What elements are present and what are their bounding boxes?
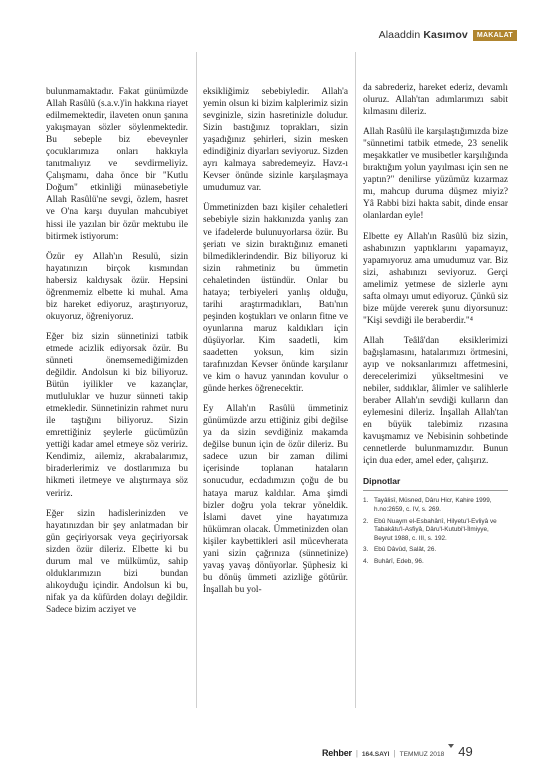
issue-date: TEMMUZ 2018: [399, 751, 445, 758]
author-first-name: Alaaddin: [378, 29, 421, 41]
paragraph: Elbette ey Allah'ın Rasûlü biz sizin, ashabınızın yaptıklarını yapamayız, yapamıyoruz ama umudumuz var. Biz sizi, ashabınızı seviyoruz. Gerçi amelimiz yetmese de sizlerle aynı safta olmayı umut ediyoruz. Çünkü siz bize müjde vererek şunu diyorsunuz: "Kişi sevdiği ile beraberdir."⁴: [363, 231, 508, 326]
paragraph: Özür ey Allah'ın Resulü, sizin hayatınızın birçok kısmından habersiz kaldıysak özür. Hepsini öğrenmemiz elbette ki muhal. Ama biz hareket ediyoruz, araştırıyoruz, okuyoruz, öğreniyoruz.: [46, 251, 188, 322]
text-column-3: [363, 82, 508, 570]
paragraph: da sabrederiz, hareket ederiz, devamlı oluruz. Allah'tan adımlarımızı sabit kılmasını dileriz.: [363, 83, 508, 118]
text-column-2: [203, 86, 348, 604]
footnote-number: 4.: [363, 558, 369, 566]
author-name: [379, 29, 468, 41]
paragraph: Allah Teâlâ'dan eksiklerimizi bağışlamasını, hatalarımızı örtmesini, ayıp ve noksanlarımızı affetmesini, derecelerimizi yükseltmesini ve nebiler, sıddıklar, âlimler ve salihlerle beraber Allah'ın sevdiği kulların dan eylemesini dileriz. İnşallah Allah'tan en büyük talebimiz rızasına kavuşmamız ve Nebisinin sohbetinde cennetlerde bulunmamızdır. Bunun için dua eder, amel eder, çalışırız.: [363, 335, 508, 467]
footnote: [363, 558, 508, 567]
text-column-1: [46, 86, 188, 624]
footnotes-divider: [363, 490, 508, 491]
footer-separator: |: [393, 749, 396, 758]
column-divider: [355, 52, 356, 708]
triangle-marker-icon: [448, 744, 454, 748]
footnote-text: Ebû Nuaym el-Esbahânî, Hilyetu'l-Evliyâ ve Tabakâtu'l-Asfiyâ, Dâru'l-Kutubi'l-İlmiyye, Beyrut 1988, c. III, s. 192.: [374, 517, 497, 542]
page-footer: [322, 744, 473, 758]
section-badge: MAKALAT: [473, 30, 517, 41]
footnote-text: Buhârî, Edeb, 96.: [374, 558, 424, 566]
paragraph: Allah Rasûlü ile karşılaştığımızda bize "sünnetimi tatbik etmede, 23 senelik meşakkatler ve musibetler karşılığında bıraktığım yolun yayılması için sen ne yaptın?" denilirse yüzümüz kızarmaz mı, mahcup duruma düşmez miyiz? Yâ Rabbi bizi hakta sabit, dinde ensar olanlardan eyle!: [363, 127, 508, 222]
footnote-number: 3.: [363, 546, 369, 554]
footer-separator: |: [355, 749, 358, 758]
column-divider: [196, 52, 197, 708]
paragraph: Ey Allah'ın Rasûlü ümmetiniz günümüzde arzu ettiğiniz gibi değilse ya da sizin sevdiğiniz makamda değilse bunun için de özür dileriz. Bu sadece uzun bir zaman dilimi içerisinde toplanan hataların sonucudur, ecdadımızın çoğu de bu hataya maruz kaldılar. Ama şimdi bizler doğru yola tekrar yöneldik. İslami davet yine hayatımıza hükümran olacak. Ümmetinizden olan kişiler kaybettikleri asil mücevherata yani sizin çağrınıza (sünnetinize) yavaş yavaş dönüyorlar. Şüphesiz ki bu dönüş ümmeti azizliğe götürür. İnşallah bu yol-: [203, 404, 348, 595]
paragraph: bulunmamaktadır. Fakat günümüzde Allah Rasûlü (s.a.v.)'in hakkına riayet edilmemektedir, ilaveten onun şanına yakışmayan sözler söylenmektedir. Bu sebeple biz ebeveynler çocuklarımıza onları hakkıyla tanıtmalıyız ve sevdirmeliyiz. Çalışmamı, daha önce bir "Kutlu Doğum" etkinliği münasebetiyle Allah Rasûlü'ne sevgi, özlem, hasret ve O'na karşı duyulan mahcubiyet hissi ile yazılan bir özür mektubu ile bitirmek istiyorum:: [46, 87, 188, 242]
issue-number: 164.SAYI: [361, 751, 390, 758]
page-number: 49: [458, 744, 473, 759]
magazine-logo: Rehber: [322, 748, 352, 758]
paragraph: eksikliğimiz sebebiyledir. Allah'a yemin olsun ki bizim kalplerimiz sizin sevginizle, sizin hasretinizle doludur. Sizin bastığınız toprakları, sizin yaşadığınız şehirleri, sizin mesken edindiğiniz diyarları seviyoruz. Sizden ayrı kalmaya sabredemeyiz. Havz-ı Kevser önünde sizinle karşılaşmaya umudumuz var.: [203, 87, 348, 194]
paragraph: Eğer sizin hadislerinizden ve hayatınızdan bir şey anlatmadan bir gün geçiriyorsak veya geçiriyorsak sizden özür dileriz. Elbette ki bu durum mal ve mülkümüz, sahip olduklarımızın bizi bundan alıkoyduğu içindir. Andolsun ki bu, nifak ya da küfürden dolayı değildir. Sadece bizim acziyet ve: [46, 508, 188, 615]
page-header: [379, 28, 517, 42]
footnote-text: Tayâlisî, Müsned, Dâru Hicr, Kahire 1999, h.no:2659, c. IV, s. 269.: [374, 497, 492, 514]
footnote: [363, 518, 508, 544]
author-last-name: Kasımov: [423, 29, 468, 41]
paragraph: Ümmetinizden bazı kişiler cehaletleri sebebiyle sizin hakkınızda yanlış zan ve ifadelerde bulunuyorlarsa özür. Bu şeriatı ve sizin bıraktığınız emaneti bilmediklerindendir. Biz biliyoruz ki sizin rahmetiniz bu ümmetin cehaletinden üstündür. Onlar bu hataya; terbiyeleri yanlış olduğu, tarihi araştırmadıkları, Batı'nın peşinden koştukları ve onların fitne ve oyunlarına maruz kaldıkları için düşüyorlar. Kim saadetli, kim saadetten yoksun, kim sizin tarafınızdan Kevser önünde karşılanır ve kim o havuz yanından kovulur o günde herkes öğrenecektir.: [203, 203, 348, 395]
footnote: [363, 497, 508, 514]
footnote-number: 1.: [363, 497, 369, 505]
footnote-text: Ebû Dâvûd, Salât, 26.: [374, 546, 437, 554]
footnotes-title: Dipnotlar: [363, 476, 401, 487]
footnote: [363, 546, 508, 555]
paragraph: Eğer biz sizin sünnetinizi tatbik etmede acizlik ediyorsak özür. Bu sünneti önemsemediğimizden değildir. Andolsun ki biz biliyoruz. Bütün iyilikler ve kazançlar, mutluluklar ve huzur sünneti takip etmekledir. Sünnetinizin rahmet nuru ile taştığını biliyoruz. Sizin emrettiğiniz şeylerle gücümüzün yettiği kadar amel etmeye söz veririz. Kendimiz, ailemiz, akrabalarımız, biraderlerimiz ve dostlarımıza bu hikmeti iletmeye ve alıştırmaya söz veririz.: [46, 331, 188, 499]
footnote-number: 2.: [363, 517, 369, 525]
